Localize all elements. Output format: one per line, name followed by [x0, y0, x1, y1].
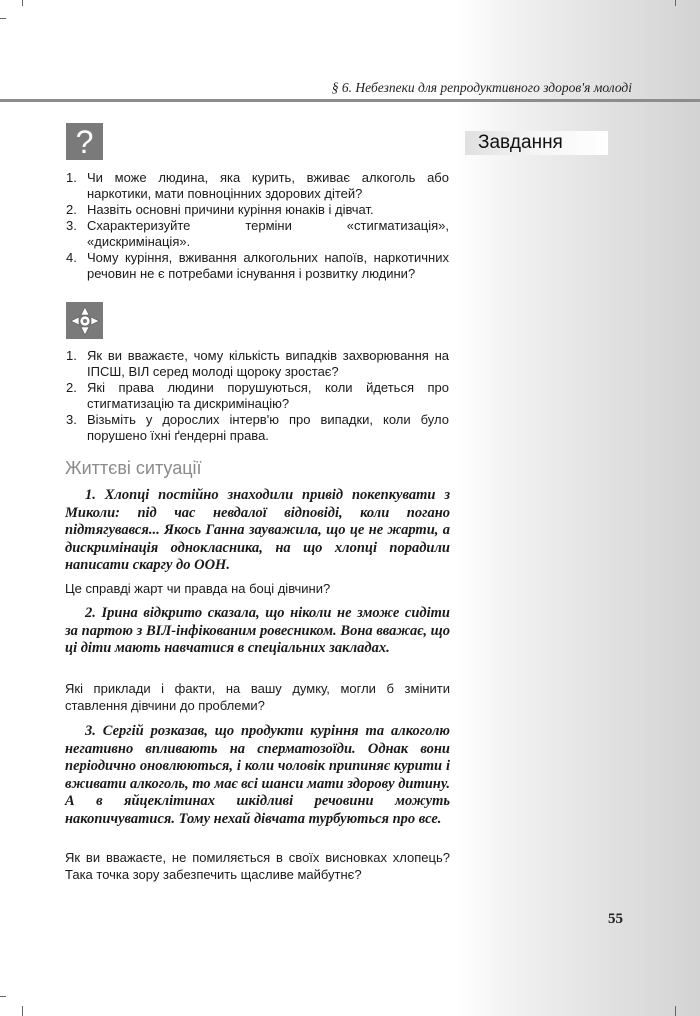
question-glyph: ? — [75, 123, 94, 160]
list-item: 2. Назвіть основні причини куріння юнаків і дівчат. — [66, 202, 374, 217]
situation-2-question: Які приклади і факти, на вашу думку, могли б змінити ставлення дівчини до проблеми? — [65, 681, 450, 713]
crop-mark-top-right — [675, 0, 676, 6]
list-item: 1. Чи може людина, яка курить, вживає алкоголь або наркотики, мати повноцінних здорових дітей? — [66, 170, 449, 201]
running-header: § 6. Небезпеки для репродуктивного здоров'я молоді — [331, 80, 632, 95]
questions-list — [66, 170, 449, 282]
page-number: 55 — [608, 911, 623, 927]
list-item: 3. Схарактеризуйте терміни «стигматизація», «дискримінація». — [66, 218, 449, 249]
list-item: 4. Чому куріння, вживання алкогольних напоїв, наркотичних речовин не є потребами існування і розвитку людини? — [66, 250, 449, 281]
list-item: 2. Які права людини порушуються, коли йдеться про стигматизацію та дискримінацію? — [66, 380, 449, 411]
situation-2-text: 2. Ірина відкрито сказала, що ніколи не зможе сидіти за партою з ВІЛ-інфікованим ровесником. Вона вважає, що ці діти мають навчатися в спеціальних закладах. — [65, 605, 450, 656]
list-item: 1. Як ви вважаєте, чому кількість випадків захворювання на ІПСШ, ВІЛ серед молоді щороку зростає? — [66, 348, 449, 379]
crop-mark-left-bottom — [0, 996, 6, 997]
situation-1-text: 1. Хлопці постійно знаходили привід покепкувати з Миколи: під час невдалої відповіді, коли погано підтягувався... Якось Ганна зауважила, що це не жарти, а дискримінація однокласника, на що хлопці порадили написати скаргу до ООН. — [65, 487, 450, 573]
crop-mark-left-top — [0, 18, 6, 19]
crop-mark-top-left — [22, 0, 23, 6]
situation-3-question: Як ви вважаєте, не помиляється в своїх висновках хлопець? Така точка зору забезпечить щасливе майбутнє? — [65, 850, 450, 882]
compass-arrows-icon — [66, 302, 103, 339]
situation-3-text: 3. Сергій розказав, що продукти куріння та алкоголю негативно впливають на сперматозоїди. Однак вони періодично оновлюються, і коли чоловік припиняє курити і вживати алкоголь, то має всі шанси мати здорову дитину. А в яйцеклітинах шкідливі речовини можуть накопичуватися. Тому нехай дівчата турбуються про все. — [65, 723, 451, 827]
header-rule — [0, 99, 700, 102]
situation-1-question: Це справді жарт чи правда на боці дівчини? — [65, 581, 331, 596]
crop-mark-bottom-left — [22, 1006, 23, 1016]
crop-mark-bottom-right — [675, 1006, 676, 1016]
sidebar-title: Завдання — [465, 131, 608, 155]
reflection-list — [66, 348, 449, 444]
list-item: 3. Візьміть у дорослих інтерв'ю про випадки, коли було порушено їхні ґендерні права. — [66, 412, 449, 443]
question-icon — [66, 123, 103, 160]
section-title: Життєві ситуації — [65, 458, 202, 478]
